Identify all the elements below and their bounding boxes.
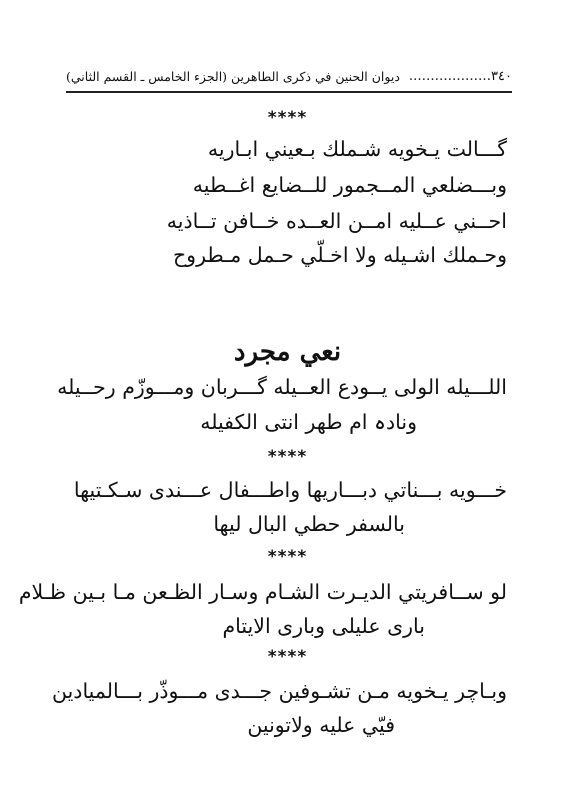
page-header	[66, 61, 512, 93]
poem-line: وحـملك اشـيله ولا اخـلّي حـمل مـطروح	[172, 243, 507, 267]
verse-line-1: اللـــيله الولى يــودع العــيله گـــربان ومـــوزّم رحــيله	[57, 375, 507, 399]
verse-line-2: باری علیلی وباری الایتام	[222, 614, 425, 638]
running-book-title: ديوان الحنين في ذكرى الطاهرين (الجزء الخامس ـ القسم الثاني)	[66, 68, 400, 84]
verse-line-2: بالسفر حطي البال ليها	[213, 512, 405, 536]
section-divider-stars: ****	[267, 447, 308, 467]
page-number: ٣٤٠	[491, 68, 512, 84]
poem-line: گـــالت يـخويه شـملك بـعيني ابـاريه	[207, 137, 507, 161]
verse-line-1: خـــويه بـــناتي دبـــاريها واطـــفال عـــندى سـكـتيها	[73, 478, 507, 502]
header-dots: ……………….	[408, 68, 492, 84]
verse-line-2: فيّي عليه ولاتونين	[247, 713, 395, 737]
page-number-and-dots	[409, 69, 512, 84]
poem-line: وبـــضلعي المــجمور للــضايع اغــطيه	[192, 173, 507, 197]
verse-line-2: ونادہ ام طهر انتی الکفیله	[200, 410, 417, 434]
poem-line: احــني عــليه امــن العــده خــافن تــاذيه	[166, 209, 507, 233]
verse-line-1: وبـاچر يـخويه مـن تشـوفين جـــدى مـــوذّر بـــالميادين	[52, 679, 507, 703]
section-divider-stars: ****	[267, 547, 308, 567]
section-divider-stars: ****	[267, 108, 308, 128]
verse-line-1: لو ســافريتي الديـرت الشـام وسـار الظـعن مـا بـين ظـلام	[18, 580, 507, 604]
section-title: نعي مجرد	[233, 337, 342, 367]
section-divider-stars: ****	[267, 647, 308, 667]
